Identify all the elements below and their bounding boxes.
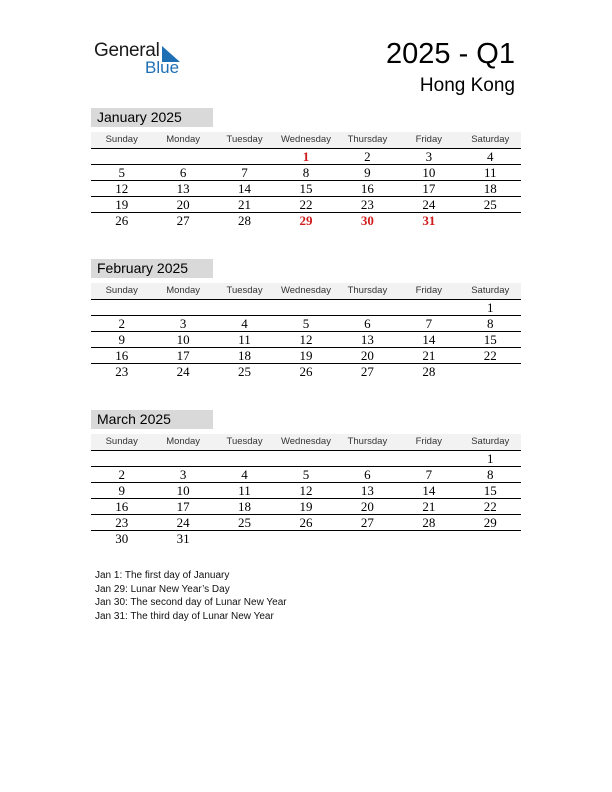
day-cell: 16: [115, 499, 129, 514]
weekday-header: [91, 132, 521, 148]
day-cell: 25: [238, 364, 252, 379]
weekday-label: Saturday: [471, 285, 510, 296]
page-title: 2025 - Q1: [386, 38, 515, 70]
day-cell: 15: [299, 181, 313, 196]
day-cell: 17: [176, 499, 190, 514]
holiday-note: Jan 30: The second day of Lunar New Year: [95, 597, 287, 608]
day-cell: 6: [364, 467, 371, 482]
day-cell: 27: [360, 515, 374, 530]
day-cell: 1: [302, 149, 310, 164]
day-cell: 11: [238, 483, 251, 498]
empty-day-cell: [275, 300, 336, 315]
day-cell: 23: [115, 515, 129, 530]
weekday-label: Friday: [415, 285, 443, 296]
day-cell: 14: [422, 332, 436, 347]
day-cell: 3: [425, 149, 433, 164]
empty-day-cell: [460, 531, 521, 547]
weekday-label: Friday: [415, 134, 443, 145]
day-cell: 20: [360, 499, 374, 514]
empty-day-cell: [91, 300, 152, 315]
week-row: [91, 213, 521, 229]
empty-day-cell: [152, 300, 213, 315]
empty-day-cell: [91, 149, 152, 164]
day-cell: 13: [176, 181, 190, 196]
day-cell: 8: [486, 467, 494, 482]
day-cell: 9: [364, 165, 371, 180]
day-cell: 6: [364, 316, 371, 331]
day-cell: 21: [238, 197, 252, 212]
week-row: [91, 332, 521, 348]
weekday-label: Thursday: [347, 134, 388, 145]
day-cell: 24: [176, 515, 190, 530]
empty-day-cell: [275, 451, 336, 466]
day-cell: 18: [238, 499, 252, 514]
day-cell: 19: [299, 499, 313, 514]
day-cell: 5: [302, 316, 310, 331]
empty-day-cell: [91, 451, 152, 466]
day-cell: 5: [118, 165, 125, 180]
empty-day-cell: [460, 364, 521, 380]
day-cell: 12: [115, 181, 129, 196]
week-row: [91, 467, 521, 483]
day-cell: 4: [241, 316, 248, 331]
day-cell: 30: [115, 531, 129, 546]
day-cell: 24: [176, 364, 190, 379]
weekday-label: Wednesday: [280, 436, 331, 447]
day-cell: 21: [422, 499, 436, 514]
day-cell: 3: [179, 467, 187, 482]
day-cell: 8: [302, 165, 310, 180]
day-cell: 14: [238, 181, 252, 196]
day-cell: 27: [176, 213, 190, 228]
day-cell: 13: [360, 332, 374, 347]
empty-day-cell: [214, 451, 275, 466]
week-row: [91, 515, 521, 531]
day-cell: 4: [241, 467, 248, 482]
weekday-label: Tuesday: [226, 134, 263, 145]
holiday-note: Jan 31: The third day of Lunar New Year: [95, 610, 274, 622]
week-row: [91, 149, 521, 165]
empty-day-cell: [398, 451, 459, 466]
day-cell: 26: [299, 364, 313, 379]
day-cell: 2: [118, 467, 125, 482]
day-cell: 7: [425, 316, 433, 331]
day-cell: 8: [486, 316, 494, 331]
day-cell: 15: [483, 332, 497, 347]
week-row: [91, 531, 521, 547]
weekday-label: Wednesday: [280, 134, 331, 145]
month-calendar: [91, 410, 521, 547]
weekday-label: Monday: [166, 436, 201, 447]
day-cell: 13: [360, 483, 374, 498]
page-subtitle: Hong Kong: [419, 75, 515, 96]
day-cell: 24: [422, 197, 436, 212]
weekday-header: [91, 434, 521, 450]
empty-day-cell: [337, 531, 398, 547]
day-cell: 28: [238, 213, 252, 228]
month-title: January 2025: [91, 108, 213, 127]
day-cell: 7: [241, 165, 248, 180]
day-cell: 31: [176, 531, 190, 546]
week-row: [91, 499, 521, 515]
day-cell: 3: [179, 316, 187, 331]
week-row: [91, 483, 521, 499]
month-calendar: [91, 259, 521, 380]
day-cell: 7: [425, 467, 433, 482]
day-cell: 27: [360, 364, 374, 379]
day-cell: 19: [115, 197, 129, 212]
day-cell: 26: [299, 515, 313, 530]
empty-day-cell: [398, 531, 459, 547]
empty-day-cell: [214, 149, 275, 164]
day-cell: 29: [299, 213, 313, 228]
day-cell: 9: [118, 483, 125, 498]
empty-day-cell: [214, 300, 275, 315]
empty-day-cell: [214, 531, 275, 547]
day-cell: 17: [422, 181, 436, 196]
day-cell: 10: [176, 332, 190, 347]
day-cell: 22: [483, 499, 497, 514]
day-cell: 10: [422, 165, 436, 180]
day-cell: 31: [422, 213, 436, 228]
day-cell: 29: [483, 515, 497, 530]
day-cell: 12: [299, 483, 313, 498]
day-cell: 4: [486, 149, 494, 164]
empty-day-cell: [275, 531, 336, 547]
day-cell: 20: [176, 197, 190, 212]
day-cell: 10: [176, 483, 190, 498]
weekday-label: Saturday: [471, 134, 510, 145]
day-cell: 15: [483, 483, 497, 498]
week-row: [91, 316, 521, 332]
week-row: [91, 181, 521, 197]
logo-word-blue: Blue: [145, 58, 180, 77]
empty-day-cell: [460, 213, 521, 229]
day-cell: 1: [486, 451, 494, 466]
month-title: February 2025: [91, 259, 213, 278]
day-cell: 12: [299, 332, 313, 347]
day-cell: 14: [422, 483, 436, 498]
day-cell: 22: [299, 197, 313, 212]
empty-day-cell: [337, 300, 398, 315]
day-cell: 2: [364, 149, 371, 164]
week-row: [91, 451, 521, 467]
day-cell: 25: [238, 515, 252, 530]
empty-day-cell: [398, 300, 459, 315]
weekday-label: Thursday: [347, 285, 388, 296]
day-cell: 16: [360, 181, 374, 196]
day-cell: 22: [483, 348, 497, 363]
day-cell: 26: [115, 213, 129, 228]
weekday-label: Thursday: [347, 436, 388, 447]
day-cell: 1: [486, 300, 494, 315]
day-cell: 20: [360, 348, 374, 363]
day-cell: 25: [483, 197, 497, 212]
day-cell: 11: [238, 332, 251, 347]
day-cell: 28: [422, 515, 436, 530]
weekday-label: Tuesday: [226, 285, 263, 296]
day-cell: 23: [360, 197, 374, 212]
day-cell: 17: [176, 348, 190, 363]
week-row: [91, 300, 521, 316]
holiday-note: Jan 1: The first day of January: [95, 570, 230, 581]
weekday-label: Sunday: [105, 285, 138, 296]
holiday-notes: [95, 569, 287, 623]
day-cell: 28: [422, 364, 436, 379]
day-cell: 16: [115, 348, 129, 363]
empty-day-cell: [152, 149, 213, 164]
weekday-label: Tuesday: [226, 436, 263, 447]
day-cell: 2: [118, 316, 125, 331]
week-row: [91, 348, 521, 364]
day-cell: 9: [118, 332, 125, 347]
day-cell: 5: [302, 467, 310, 482]
weekday-label: Sunday: [105, 436, 138, 447]
weekday-label: Saturday: [471, 436, 510, 447]
week-row: [91, 165, 521, 181]
weekday-label: Wednesday: [280, 285, 331, 296]
day-cell: 21: [422, 348, 436, 363]
holiday-note: Jan 29: Lunar New Year’s Day: [95, 583, 230, 595]
day-cell: 6: [179, 165, 187, 180]
day-cell: 19: [299, 348, 313, 363]
weekday-label: Monday: [166, 134, 201, 145]
empty-day-cell: [152, 451, 213, 466]
day-cell: 23: [115, 364, 129, 379]
month-title: March 2025: [91, 410, 213, 429]
month-calendar: [91, 108, 521, 229]
empty-day-cell: [337, 451, 398, 466]
logo: [94, 40, 194, 80]
day-cell: 18: [483, 181, 497, 196]
week-row: [91, 197, 521, 213]
day-cell: 18: [238, 348, 252, 363]
week-row: [91, 364, 521, 380]
weekday-header: [91, 283, 521, 299]
weekday-label: Sunday: [105, 134, 138, 145]
weekday-label: Monday: [166, 285, 201, 296]
logo-word-general: General: [94, 40, 160, 61]
day-cell: 30: [360, 213, 374, 228]
weekday-label: Friday: [415, 436, 443, 447]
day-cell: 11: [483, 165, 497, 180]
